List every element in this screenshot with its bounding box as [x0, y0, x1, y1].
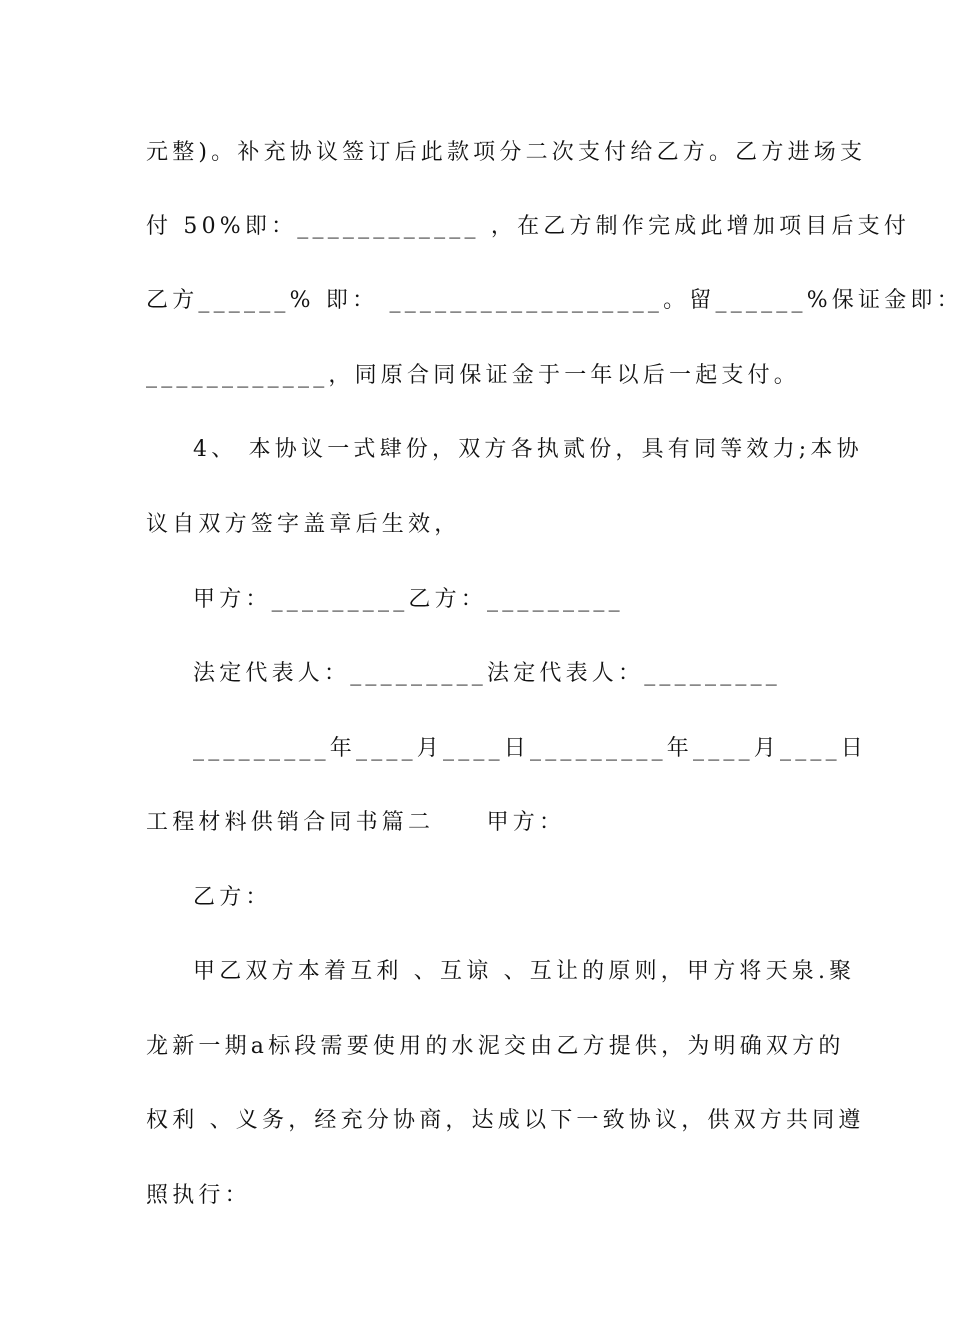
paragraph-line: 照执行：	[146, 1183, 251, 1208]
paragraph-line: 权利 、义务，经充分协商，达成以下一致协议，供双方共同遵	[146, 1108, 865, 1133]
paragraph-line: 议自双方签字盖章后生效，	[146, 512, 461, 537]
paragraph-line: 甲乙双方本着互利 、互谅 、互让的原则，甲方将天泉.聚	[193, 959, 856, 984]
legal-representative-line: 法定代表人：_________法定代表人：_________	[193, 661, 782, 686]
clause-4-line: 4、 本协议一式肆份，双方各执贰份，具有同等效力;本协	[193, 437, 863, 462]
paragraph-line: 付 50%即：____________ ，在乙方制作完成此增加项目后支付	[146, 214, 911, 239]
paragraph-line: ____________，同原合同保证金于一年以后一起支付。	[146, 363, 801, 388]
section-title: 工程材料供销合同书篇二 甲方：	[146, 810, 566, 835]
party-b-line: 乙方：	[193, 885, 272, 910]
party-signature-line: 甲方：_________乙方：_________	[193, 587, 624, 612]
paragraph-line: 龙新一期a标段需要使用的水泥交由乙方提供，为明确双方的	[146, 1034, 845, 1059]
date-line: _________年____月____日_________年____月____日	[193, 736, 868, 761]
paragraph-line: 元整)。补充协议签订后此款项分二次支付给乙方。乙方进场支	[146, 140, 867, 165]
paragraph-line: 乙方______% 即： __________________。留______%保证金即：	[146, 288, 963, 313]
